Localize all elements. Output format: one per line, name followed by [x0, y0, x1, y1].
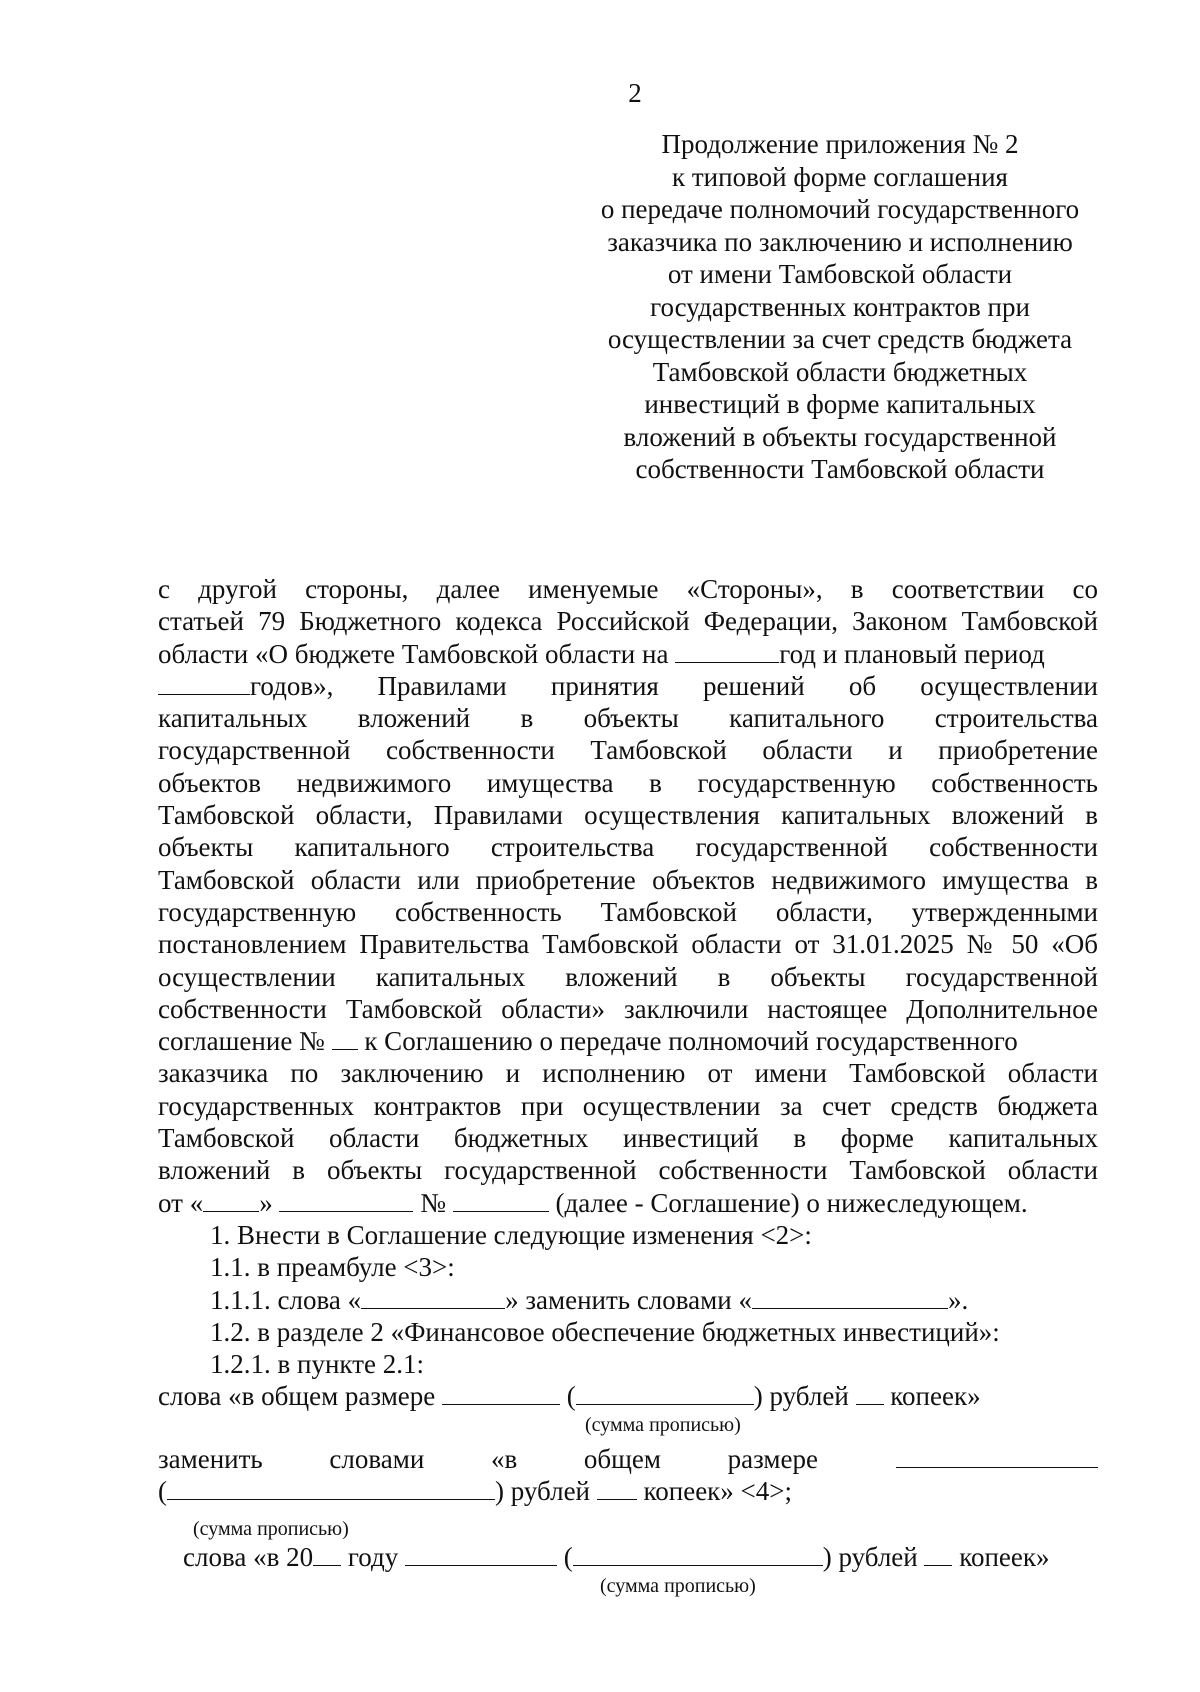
years-blank[interactable] [158, 670, 250, 695]
paren-open-3: ( [563, 1542, 573, 1573]
header-line: осуществлении за счет средств бюджета [607, 324, 1073, 354]
header-line: заказчика по заключению и исполнению [607, 226, 1073, 257]
replace-line [158, 1443, 1098, 1475]
rules-text: годов», Правилами принятия решений об осуществлении [250, 670, 1098, 701]
paren-open-2: ( [158, 1476, 167, 1507]
body-line: вложений в объекты государственной собственности Тамбовской области [158, 1155, 1098, 1186]
agreement-number-line [158, 1025, 1098, 1057]
body-line: объекты капитального строительства государственной собственности [158, 832, 1098, 863]
body-line: Тамбовской области, Правилами осуществления капитальных вложений в [158, 800, 1098, 831]
year-suffix-blank[interactable] [313, 1541, 341, 1566]
sum-in-words-caption-2: (сумма прописью) [193, 1518, 349, 1541]
agreement-number-blank[interactable] [332, 1025, 358, 1050]
total-text: слова «в общем размере [158, 1381, 436, 1412]
header-line: государственных контрактов при [650, 291, 1030, 322]
number-blank[interactable] [453, 1187, 549, 1212]
header-line: к типовой форме соглашения [672, 161, 1008, 192]
agreement-text: к Соглашению о передаче полномочий государственного [364, 1026, 1018, 1057]
header-line: о передаче полномочий государственного [600, 194, 1080, 224]
date-number-line [158, 1187, 1098, 1219]
page-number: 2 [628, 78, 642, 108]
item-1-2-1: 1.2.1. в пункте 2.1: [210, 1349, 424, 1380]
body-line: объектов недвижимого имущества в государственную собственность [158, 767, 1098, 798]
body-line: капитальных вложений в объекты капитального строительства [158, 703, 1098, 734]
paren-open: ( [566, 1381, 576, 1412]
sum-in-words-caption-3: (сумма прописью) [600, 1574, 756, 1597]
new-amount-words-blank[interactable] [167, 1475, 495, 1500]
body-line: государственную собственность Тамбовской области, утвержденными [158, 896, 1098, 927]
header-line: собственности Тамбовской области [635, 454, 1045, 484]
in-year-text: году [347, 1542, 399, 1573]
body-line: заказчика по заключению и исполнению от имени Тамбовской области [158, 1058, 1098, 1089]
from-text: от « [158, 1187, 204, 1218]
kopecks-blank[interactable] [856, 1380, 884, 1405]
year-amount-line [158, 1541, 1098, 1573]
rubles-text: ) рублей [753, 1381, 849, 1412]
year-amount-blank[interactable] [405, 1541, 557, 1566]
quote-close: » [259, 1187, 273, 1218]
body-line: Тамбовской области или приобретение объектов недвижимого имущества в [158, 864, 1098, 895]
body-line: государственных контрактов при осуществлении за счет средств бюджета [158, 1090, 1098, 1121]
words-text: 1.1.1. слова « [210, 1284, 362, 1315]
total-amount-line [158, 1380, 1098, 1412]
body-line: осуществлении капитальных вложений в объекты государственной [158, 961, 1098, 992]
hereinafter-text: (далее - Соглашение) о нижеследующем. [555, 1187, 1028, 1218]
agreement-label: соглашение № [158, 1026, 325, 1057]
rubles-text-3: ) рублей [822, 1542, 918, 1573]
kopecks-text-2: копеек» <4>; [643, 1476, 793, 1507]
budget-law-line [158, 638, 1098, 670]
item-1-1: 1.1. в преамбуле <3>: [210, 1252, 455, 1283]
new-kopecks-blank[interactable] [597, 1475, 637, 1500]
body-line: собственности Тамбовской области» заключили настоящее Дополнительное [158, 993, 1098, 1024]
day-blank[interactable] [203, 1187, 259, 1212]
planning-period-text: год и плановый период [779, 638, 1045, 669]
replace-text: » заменить словами « [505, 1284, 752, 1315]
date-blank[interactable] [279, 1187, 413, 1212]
header-line: вложений в объекты государственной [623, 421, 1057, 452]
item-1: 1. Внести в Соглашение следующие изменения <2>: [210, 1219, 812, 1250]
replace-amount-line [158, 1475, 1098, 1507]
agreement-body [158, 573, 1098, 1598]
header-line: от имени Тамбовской области [667, 259, 1013, 289]
budget-law-text: области «О бюджете Тамбовской области на [158, 638, 669, 669]
appendix-header [580, 128, 1100, 486]
header-line: Продолжение приложения № 2 [661, 129, 1019, 159]
body-line: Тамбовской области бюджетных инвестиций в форме капитальных [158, 1123, 1098, 1154]
year-kopecks-blank[interactable] [924, 1541, 952, 1566]
kopecks-text-3: копеек» [959, 1542, 1050, 1573]
years-line [158, 670, 1098, 702]
amount-blank[interactable] [442, 1380, 560, 1405]
year-text: слова «в 20 [183, 1542, 314, 1573]
header-line: Тамбовской области бюджетных [652, 356, 1028, 387]
rubles-text-2: ) рублей [495, 1476, 591, 1507]
sum-in-words-caption: (сумма прописью) [585, 1413, 741, 1436]
body-line: статьей 79 Бюджетного кодекса Российской Федерации, Законом Тамбовской [158, 606, 1098, 637]
amount-words-blank[interactable] [576, 1380, 754, 1405]
body-line: с другой стороны, далее именуемые «Стороны», в соответствии со [158, 574, 1098, 604]
number-sign: № [420, 1187, 446, 1218]
old-words-blank[interactable] [361, 1284, 505, 1309]
body-line: постановлением Правительства Тамбовской области от 31.01.2025 № 50 «Об [158, 929, 1098, 960]
year-blank[interactable] [675, 638, 779, 663]
end-quote: ». [947, 1284, 969, 1315]
body-line: государственной собственности Тамбовской области и приобретение [158, 735, 1098, 766]
replace-words-text: заменить словами «в общем размере [158, 1443, 818, 1474]
new-amount-blank[interactable] [896, 1443, 1098, 1468]
item-1-2: 1.2. в разделе 2 «Финансовое обеспечение бюджетных инвестиций»: [210, 1316, 1000, 1347]
year-amount-words-blank[interactable] [573, 1541, 823, 1566]
header-line: инвестиций в форме капитальных [644, 389, 1036, 419]
item-1-1-1 [158, 1284, 1098, 1316]
new-words-blank[interactable] [752, 1284, 948, 1309]
kopecks-text: копеек» [890, 1381, 981, 1412]
